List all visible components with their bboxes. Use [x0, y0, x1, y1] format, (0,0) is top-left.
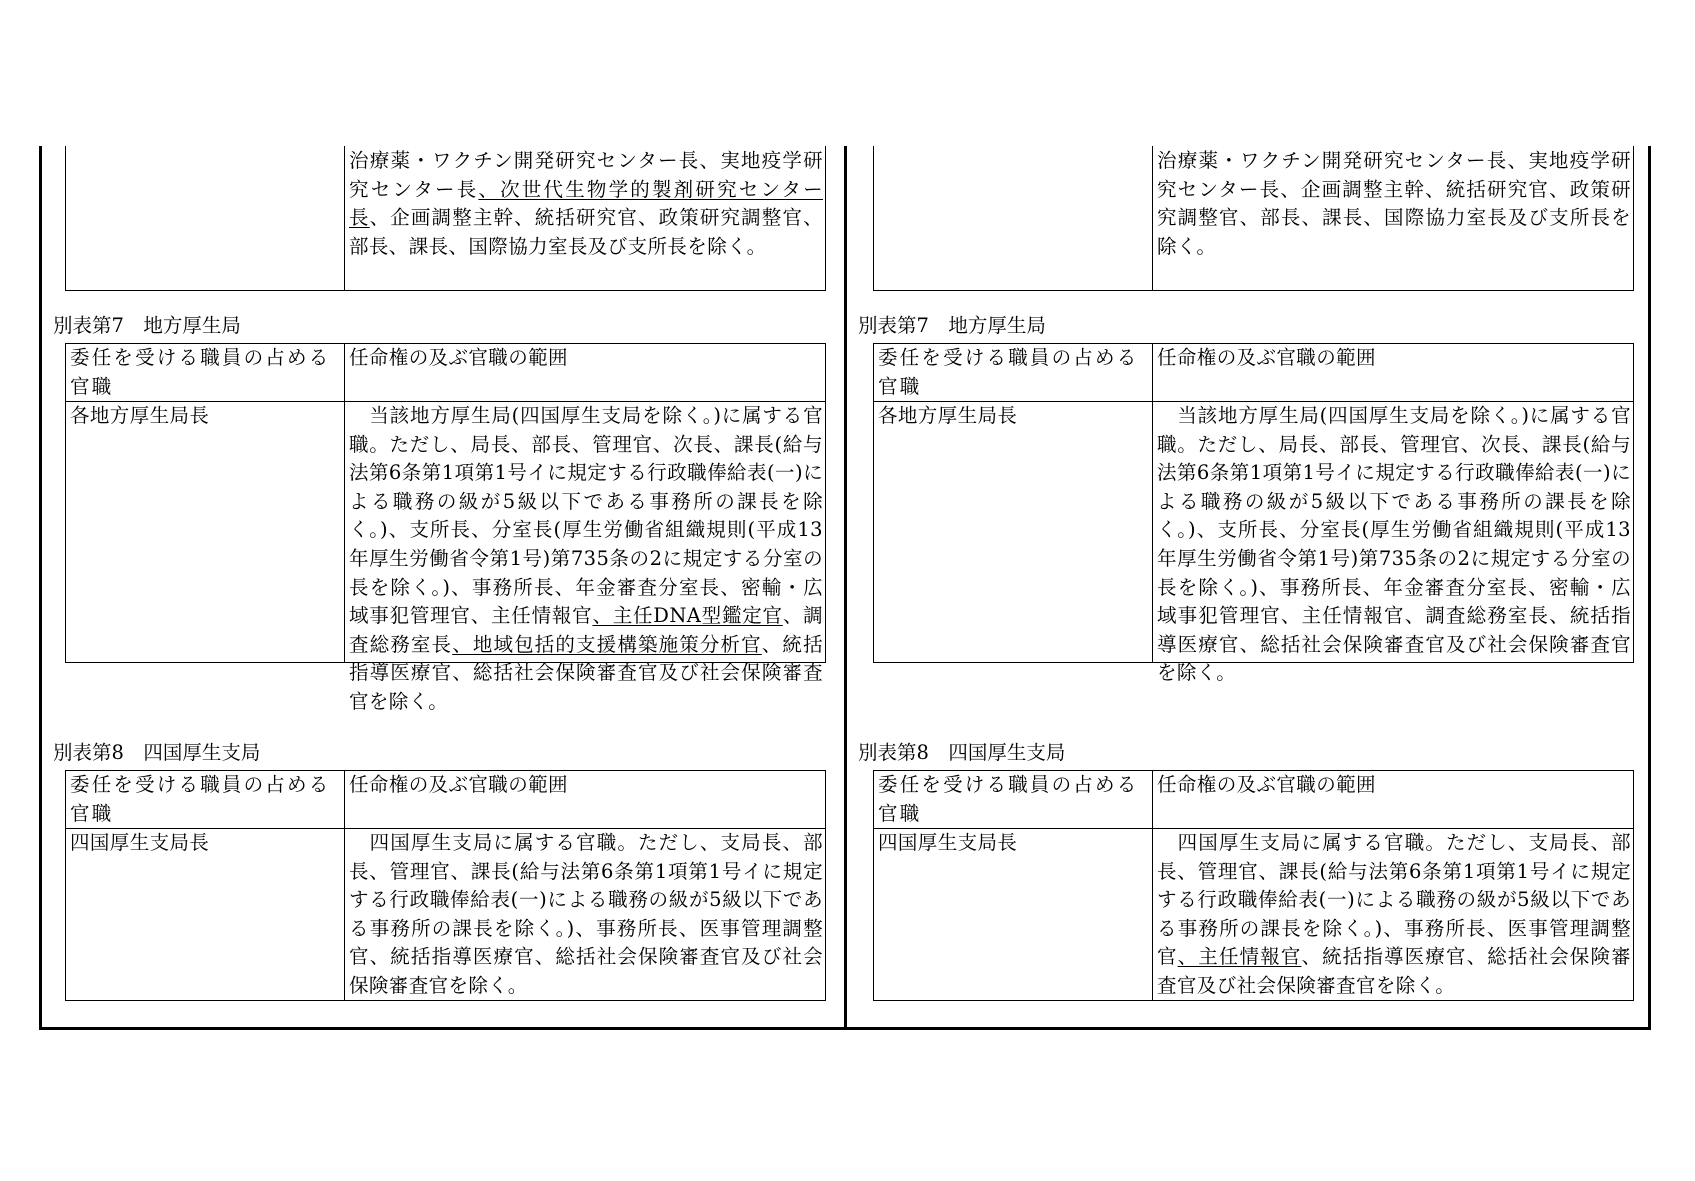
table8-row-col1: 四国厚生支局長	[878, 831, 1018, 854]
table8	[65, 770, 826, 1001]
table8-row-col2	[349, 829, 823, 1001]
continuation-text	[1157, 147, 1631, 261]
amended-segment: 、地域包括的支援構築施策分析官	[452, 632, 762, 656]
table8-header-col1: 委任を受ける職員の占める官職	[70, 773, 331, 825]
table8-header-col1: 委任を受ける職員の占める官職	[878, 773, 1139, 825]
amended-segment: 、主任DNA型鑑定官	[592, 604, 783, 628]
continuation-text	[349, 147, 823, 261]
segment: 、統括指導医療官、総括社会保険審査官及び社会保険審査官を除く。	[1157, 945, 1631, 997]
segment: 、企画調整主幹、統括研究官、政策研究調整官、部長、課長、国際協力室長及び支所長を除く。	[349, 206, 823, 258]
table8-row-col2	[1157, 829, 1631, 1001]
table8-caption: 別表第8 四国厚生支局	[53, 741, 261, 764]
table7-header-col2: 任命権の及ぶ官職の範囲	[349, 346, 568, 369]
table8-header-col2: 任命権の及ぶ官職の範囲	[349, 773, 568, 796]
table7-row-col1: 各地方厚生局長	[70, 404, 210, 427]
table8	[873, 770, 1634, 1001]
table8-caption: 別表第8 四国厚生支局	[858, 741, 1066, 764]
continuation-table	[65, 146, 826, 291]
table7	[873, 343, 1634, 685]
table7	[65, 343, 826, 713]
table7-caption: 別表第7 地方厚生局	[858, 314, 1046, 337]
segment: 治療薬・ワクチン開発研究センター長、実地疫学研究センター長、企画調整主幹、統括研究官、政策研究調整官、部長、課長、国際協力室長及び支所長を除く。	[1157, 149, 1631, 258]
table7-row-col1: 各地方厚生局長	[878, 404, 1018, 427]
segment: 、調査総務室長	[349, 604, 823, 656]
table7-row-col2	[349, 402, 823, 717]
table7-caption: 別表第7 地方厚生局	[53, 314, 241, 337]
segment: 、統括指導医療官、総括社会保険審査官及び社会保険審査官を除く。	[349, 632, 823, 713]
segment: 四国厚生支局に属する官職。ただし、支局長、部長、管理官、課長(給与法第6条第1項第1号イに規定する行政職俸給表(一)による職務の級が5級以下である事務所の課長を除く。)、事務所長、医事管理調整官	[1157, 831, 1631, 969]
column-divider	[844, 146, 847, 1030]
table7-header-col1: 委任を受ける職員の占める官職	[70, 346, 331, 398]
segment: 当該地方厚生局(四国厚生支局を除く。)に属する官職。ただし、局長、部長、管理官、次長、課長(給与法第6条第1項第1号イに規定する行政職俸給表(一)による職務の級が5級以下である事務所の課長を除く。)、支所長、分室長(厚生労働省組織規則(平成13年厚生労働省令第1号)第735条の2に規定する分室の長を除く。)、事務所長、年金審査分室長、密輸・広域事犯管理官、主任情報官、調査総務室長、統括指導医療官、総括社会保険審査官及び社会保険審査官を除く。	[1157, 404, 1631, 685]
continuation-table	[873, 146, 1634, 291]
amended-segment: 、主任情報官	[1177, 945, 1302, 969]
segment: 四国厚生支局に属する官職。ただし、支局長、部長、管理官、課長(給与法第6条第1項第1号イに規定する行政職俸給表(一)による職務の級が5級以下である事務所の課長を除く。)、事務所長、医事管理調整官、統括指導医療官、総括社会保険審査官及び社会保険審査官を除く。	[349, 831, 823, 997]
segment: 治療薬・ワクチン開発研究センター長、実地疫学研究センター長	[349, 149, 823, 201]
table7-header-col2: 任命権の及ぶ官職の範囲	[1157, 346, 1376, 369]
segment: 当該地方厚生局(四国厚生支局を除く。)に属する官職。ただし、局長、部長、管理官、次長、課長(給与法第6条第1項第1号イに規定する行政職俸給表(一)による職務の級が5級以下である事務所の課長を除く。)、支所長、分室長(厚生労働省組織規則(平成13年厚生労働省令第1号)第735条の2に規定する分室の長を除く。)、事務所長、年金審査分室長、密輸・広域事犯管理官、主任情報官	[349, 404, 823, 628]
amended-segment: 、次世代生物学的製剤研究センター長	[349, 177, 823, 230]
table8-row-col1: 四国厚生支局長	[70, 831, 210, 854]
table8-header-col2: 任命権の及ぶ官職の範囲	[1157, 773, 1376, 796]
table7-row-col2	[1157, 402, 1631, 688]
table7-header-col1: 委任を受ける職員の占める官職	[878, 346, 1139, 398]
